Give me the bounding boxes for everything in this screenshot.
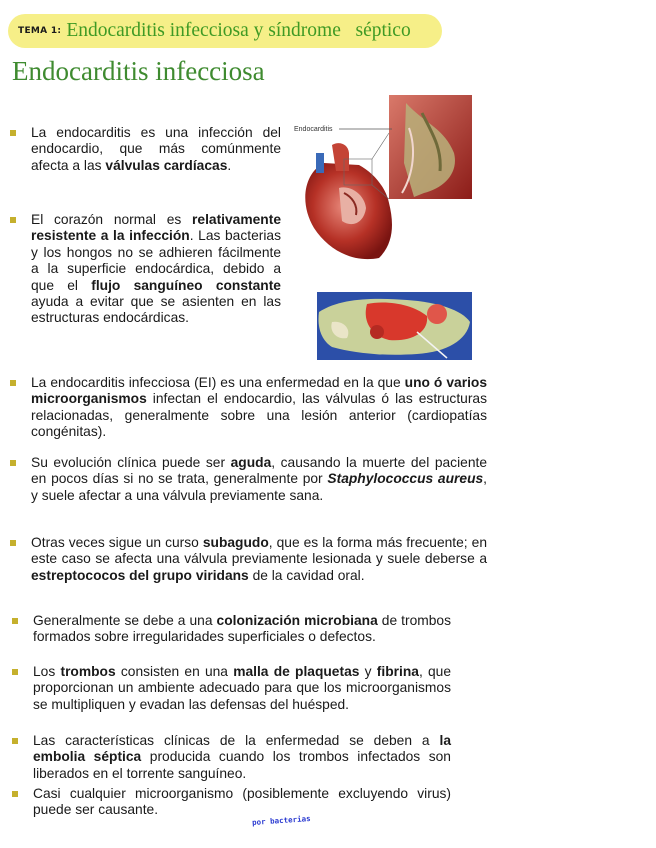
bullet-marker [10,380,16,386]
figure-label: Endocarditis [294,126,333,133]
bullet-marker [12,738,18,744]
bullet-marker [12,791,18,797]
bullet-6: Generalmente se debe a una colonización microbiana de trombos formados sobre irregularidades superficiales o defectos. [33,613,451,646]
section-title: Endocarditis infecciosa [12,56,265,86]
topic-title: Endocarditis infecciosa y síndrome séptico [66,20,411,41]
bullet-marker [10,460,16,466]
bullet-7: Los trombos consisten en una malla de plaquetas y fibrina, que proporcionan un ambiente adecuado para que los microorganismos se multipliquen y evadan las defensas del huésped. [33,664,451,713]
bullet-marker [10,217,16,223]
bullet-marker [12,669,18,675]
topic-banner [8,14,442,48]
topic-tag: TEMA 1: [18,26,62,36]
bullet-2: El corazón normal es relativamente resistente a la infección. Las bacterias y los hongos no se adhieren fácilmente a la superficie endocárdica, debido a que el flujo sanguíneo constante ayuda a evitar que se asienten en las estructuras endocárdicas. [31,212,281,327]
bullet-5: Otras veces sigue un curso subagudo, que es la forma más frecuente; en este caso se afecta una válvula previamente lesionada y suele deberse a estreptococos del grupo viridans de la cavidad oral. [31,535,487,584]
bullet-marker [10,540,16,546]
bullet-9: Casi cualquier microorganismo (posiblemente excluyendo virus) puede ser causante. [33,786,451,819]
bullet-4: Su evolución clínica puede ser aguda, causando la muerte del paciente en pocos días si no se trata, generalmente por Staphylococcus aureus, y suele afectar a una válvula previamente sana. [31,455,487,504]
bullet-1: La endocarditis es una infección del endocardio, que más comúnmente afecta a las válvulas cardíacas. [31,125,281,174]
bullet-8: Las características clínicas de la enfermedad se deben a la embolia séptica producida cuando los trombos infectados son liberados en el torrente sanguíneo. [33,733,451,782]
bullet-marker [12,618,18,624]
valve-photo [317,292,472,360]
bullet-marker [10,130,16,136]
handwritten-note: por bacterias [251,813,311,828]
bullet-3: La endocarditis infecciosa (EI) es una enfermedad en la que uno ó varios microorganismos infectan el endocardio, las válvulas ó las estructuras relacionadas, generalmente sobre una lesión anterior (cardiopatías congénitas). [31,375,487,441]
heart-illustration [294,93,474,265]
